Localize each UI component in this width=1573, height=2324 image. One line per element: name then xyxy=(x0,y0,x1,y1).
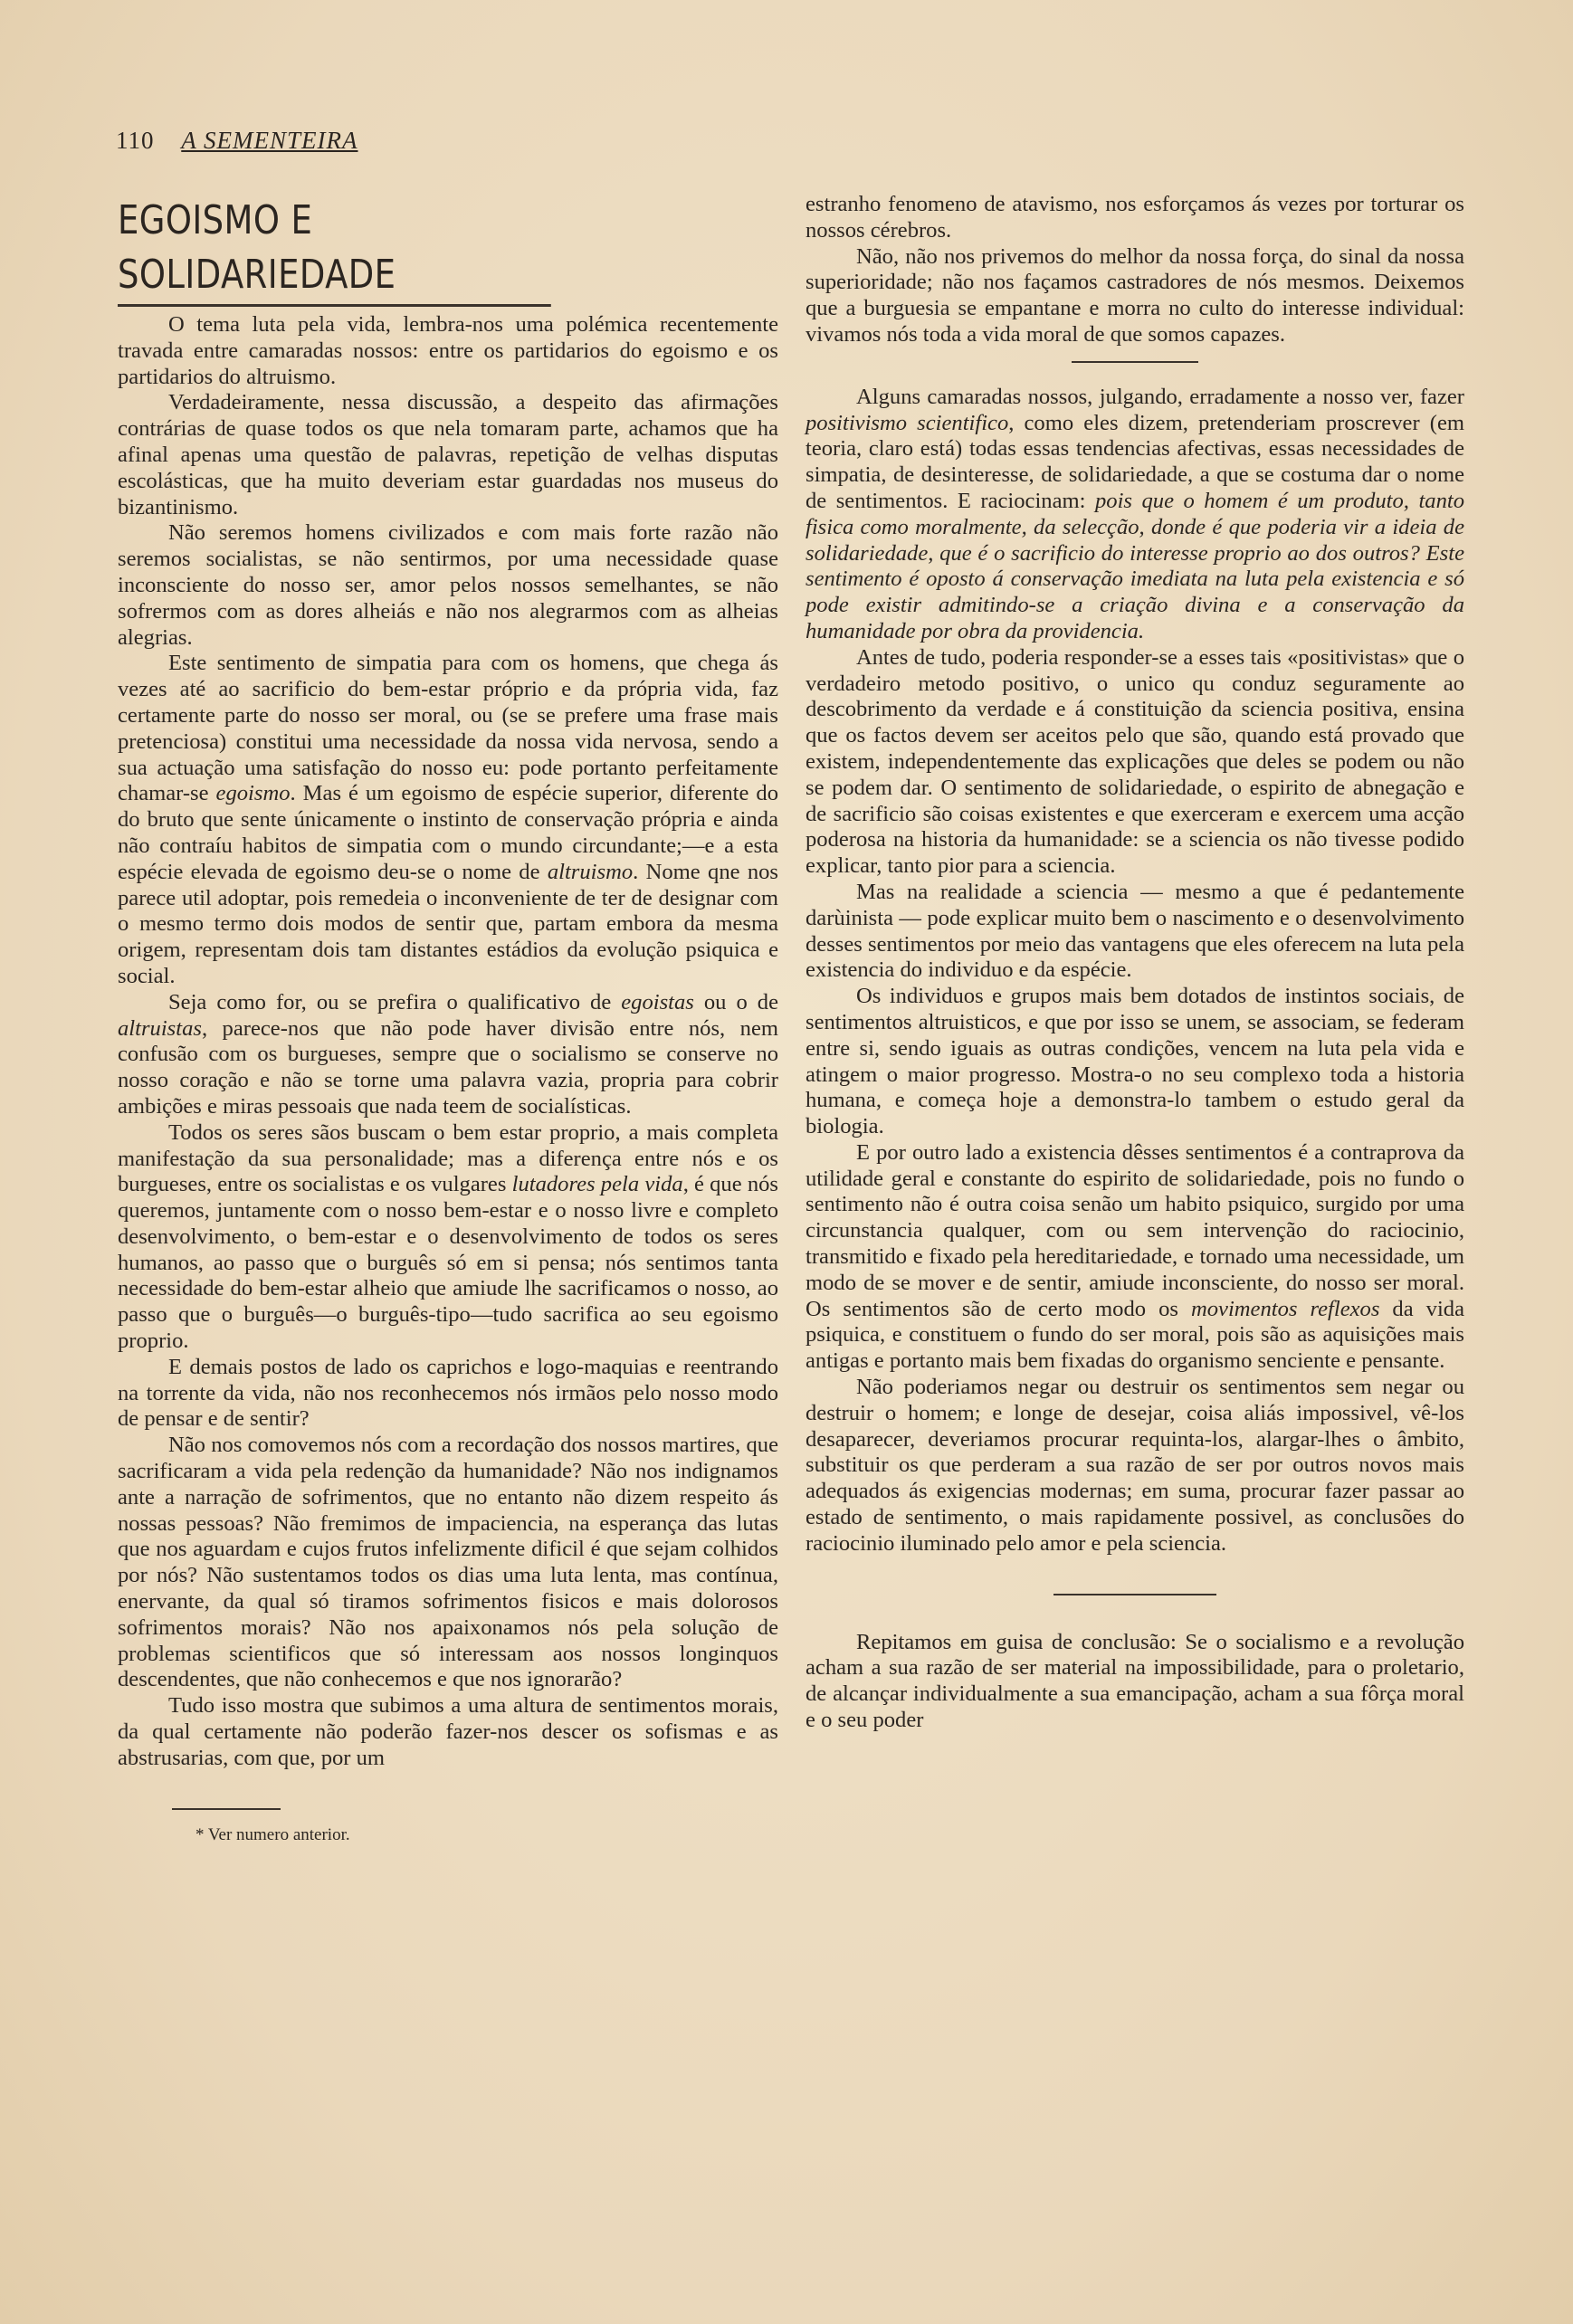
text-run: , como eles dizem, pretenderiam proscrever (em teoria, claro está) todas essas tendencias afectivas, essas necessidades de simpatia, de desinteresse, de solidariedade, a que se costuma dar o nome de sentimentos. E raciocinam: xyxy=(806,410,1464,513)
emphasis: egoistas xyxy=(621,989,694,1014)
page-number: 110 xyxy=(116,127,155,154)
emphasis: egoismo xyxy=(215,781,291,806)
paragraph: Não seremos homens civilizados e com mais forte razão não seremos socialistas, se não sentirmos, por uma necessidade quase inconsciente do nosso ser, amor pelos nossos semelhantes, se não sofrermos com as dores alheiás e não nos alegrarmos com as alheias alegrias. xyxy=(118,520,778,650)
emphasis: altruistas xyxy=(118,1015,202,1041)
page-header xyxy=(116,127,442,155)
paragraph xyxy=(118,1120,778,1355)
paragraph: Repitamos em guisa de conclusão: Se o socialismo e a revolução acham a sua razão de ser material na impossibilidade, para o proletario, de alcançar individualmente a sua emancipação, acham a sua fôrça moral e o seu poder xyxy=(806,1629,1464,1733)
paragraph xyxy=(118,651,778,989)
text-run: . Mas é um egoismo de espécie superior, diferente do do bruto que sente únicamente o instinto de conservação própria e ainda não contraíu habitos de simpatia com o mundo circundante;—e a esta espécie elevada de egoismo deu-se o nome de xyxy=(118,781,778,884)
footnote-divider xyxy=(172,1808,281,1810)
paragraph: Os individuos e grupos mais bem dotados de instintos sociais, de sentimentos altruisticos, e que por isso se unem, se associam, se federam entre si, sendo iguais as outras condições, vencem na luta pela vida e atingem o maior progresso. Mostra-o no seu complexo toda a historia humana, e começa hoje a demonstra-lo tambem o estudo geral da biologia. xyxy=(806,984,1464,1139)
paragraph xyxy=(806,1140,1464,1375)
paragraph: O tema luta pela vida, lembra-nos uma polémica recentemente travada entre camaradas nossos: entre os partidarios do egoismo e os partidarios do altruismo. xyxy=(118,312,778,389)
text-run: . Nome qne nos parece util adoptar, pois remedeia o inconveniente de ter de designar com o mesmo termo dois modos de sentir que, partam embora da mesma origem, representam dois tam distantes estádios da evolução psiquica e social. xyxy=(118,859,779,988)
text-run: Seja como for, ou se prefira o qualificativo de xyxy=(168,989,622,1014)
emphasis: positivismo scientifico xyxy=(806,410,1009,435)
emphasis: altruismo xyxy=(547,859,634,884)
paragraph: Não nos comovemos nós com a recordação dos nossos martires, que sacrificaram a vida pela redenção da humanidade? Não nos indignamos ante a narração de sofrimentos, que no entanto não dizem respeito ás nossas pessoas? Não fremimos de impaciencia, na esperança das lutas que nos aguardam e cujos frutos infelizmente dificil é que sejam colhidos por nós? Não sustentamos todos os dias uma luta lenta, mas contínua, enervante, da qual só tiramos sofrimentos fisicos e mais dolorosos sofrimentos morais? Não nos apaixonamos nós pela solução de problemas scientificos que só interessam aos nossos longinquos descendentes, que não conhecemos e que nos ignorarão? xyxy=(118,1433,778,1692)
article-title: EGOISMO E SOLIDARIEDADE xyxy=(118,194,551,307)
paragraph xyxy=(118,990,778,1120)
text-run: , é que nós queremos, juntamente com o nosso bem-estar e o nosso livre e completo desenvolvimento, o bem-estar e o desenvolvimento de todos os seres humanos, ao passo que o burguês só em si pensa; nós sentimos tanta necessidade do bem-estar alheio que amiude lhe sacrificamos o nosso, ao passo que o burguês—o burguês-tipo—tudo sacrifica ao seu egoismo proprio. xyxy=(118,1172,779,1354)
running-title: A SEMENTEIRA xyxy=(181,127,358,154)
paragraph: Tudo isso mostra que subimos a uma altura de sentimentos morais, da qual certamente não poderão fazer-nos descer os sofismas e as abstrusarias, com que, por um xyxy=(118,1693,778,1770)
paragraph: estranho fenomeno de atavismo, nos esforçamos ás vezes por torturar os nossos cérebros. xyxy=(806,192,1464,243)
section-divider xyxy=(1053,1594,1216,1595)
emphasis: movimentos reflexos xyxy=(1190,1296,1380,1321)
paragraph: Verdadeiramente, nessa discussão, a despeito das afirmações contrárias de quase todos os que nela tomaram parte, achamos que ha afinal apenas uma questão de palavras, repetição de velhas disputas escolásticas, que ha muito deveriam estar guardadas nos museus do bizantinismo. xyxy=(118,390,778,519)
paragraph: Antes de tudo, poderia responder-se a esses tais «positivistas» que o verdadeiro metodo positivo, o unico qu conduz seguramente ao descobrimento da verdade e á constituição da sciencia positiva, ensina que os factos devem ser aceitos pelo que são, quando está provado que existem, independentemente das explicações que deles se podem ou não se podem dar. O sentimento de solidariedade, o espirito de abnegação e de sacrificio são coisas existentes e que exerceram e exercem uma acção poderosa na historia da humanidade: se a sciencia os não tivesse podido explicar, tanto pior para a sciencia. xyxy=(806,644,1464,879)
text-run: Alguns camaradas nossos, julgando, erradamente a nosso ver, fazer xyxy=(856,384,1464,409)
text-run: , parece-nos que não pode haver divisão entre nós, nem confusão com os burgueses, sempre que o socialismo se conserve no nosso coração e não se torne uma palavra vazia, propria para cobrir ambições e miras pessoais que nada teem de socialísticas. xyxy=(118,1015,778,1119)
left-column xyxy=(118,194,778,1848)
paragraph: Não, não nos privemos do melhor da nossa força, do sinal da nossa superioridade; não nos façamos castradores de nós mesmos. Deixemos que a burguesia se empantane e morra no culto do interesse individual: vivamos nós toda a vida moral de que somos capazes. xyxy=(806,243,1464,347)
text-run: Este sentimento de simpatia para com os homens, que chega ás vezes até ao sacrificio do bem-estar próprio e da própria vida, faz certamente parte do nosso ser moral, ou (se se prefere uma frase mais pretenciosa) constitui uma necessidade da nossa vida nervosa, sendo a sua actuação uma satisfação do nosso eu: pode portanto perfeitamente chamar-se xyxy=(118,651,778,806)
footnote: * Ver numero anterior. xyxy=(195,1824,350,1844)
paragraph: E demais postos de lado os caprichos e logo-maquias e reentrando na torrente da vida, não nos reconhecemos nós irmãos pelo nosso modo de pensar e de sentir? xyxy=(118,1354,778,1432)
paragraph: Não poderiamos negar ou destruir os sentimentos sem negar ou destruir o homem; e longe de desejar, coisa aliás impossivel, vê-los desaparecer, deveriamos procurar requinta-los, alargar-lhes o âmbito, substituir os que perderam a sua razão de ser por outros novos mais adequados ás exigencias modernas; em suma, procurar fazer passar ao estado de sentimento, o mais rapidamente possivel, as conclusões do raciocinio iluminado pelo amor e pela sciencia. xyxy=(806,1375,1464,1556)
right-column xyxy=(806,192,1464,1734)
section-divider xyxy=(1072,361,1198,363)
emphasis: lutadores pela vida xyxy=(511,1172,683,1197)
text-run: ou o de xyxy=(693,989,778,1014)
paragraph xyxy=(806,385,1464,645)
text-run: E por outro lado a existencia dêsses sentimentos é a contraprova da utilidade geral e constante do espirito de solidariedade, pois no fundo o sentimento não é outra coisa senão um habito psiquico, surgido por uma circunstancia qualquer, com ou sem intervenção do raciocinio, transmitido e fixado pela hereditariedade, e tornado uma necessidade, um modo de se mover e de sentir, amiude inconsciente, do nosso ser moral. Os sentimentos são de certo modo os xyxy=(806,1139,1464,1321)
paragraph: Mas na realidade a sciencia — mesmo a que é pedantemente darùinista — pode explicar muito bem o nascimento e o desenvolvimento desses sentimentos por meio das vantagens que eles oferecem na luta pela existencia do individuo e da espécie. xyxy=(806,879,1464,983)
emphasis: pois que o homem é um produto, tanto fisica como moralmente, da selecção, donde é que poderia vir a ideia de solidariedade, que é o sacrificio do interesse proprio ao dos outros? Este sentimento é oposto á conservação imediata na luta pela existencia e só pode existir admitindo-se a criação divina e a conservação da humanidade por obra da providencia. xyxy=(806,488,1465,643)
text-run: da vida psiquica, e constituem o fundo do ser moral, pois são as aquisições mais antigas e portanto mais bem fixadas do organismo senciente e pensante. xyxy=(806,1296,1464,1374)
text-run: Todos os seres sãos buscam o bem estar proprio, a mais completa manifestação da sua personalidade; mas a diferença entre nós e os burgueses, entre os socialistas e os vulgares xyxy=(118,1119,778,1197)
